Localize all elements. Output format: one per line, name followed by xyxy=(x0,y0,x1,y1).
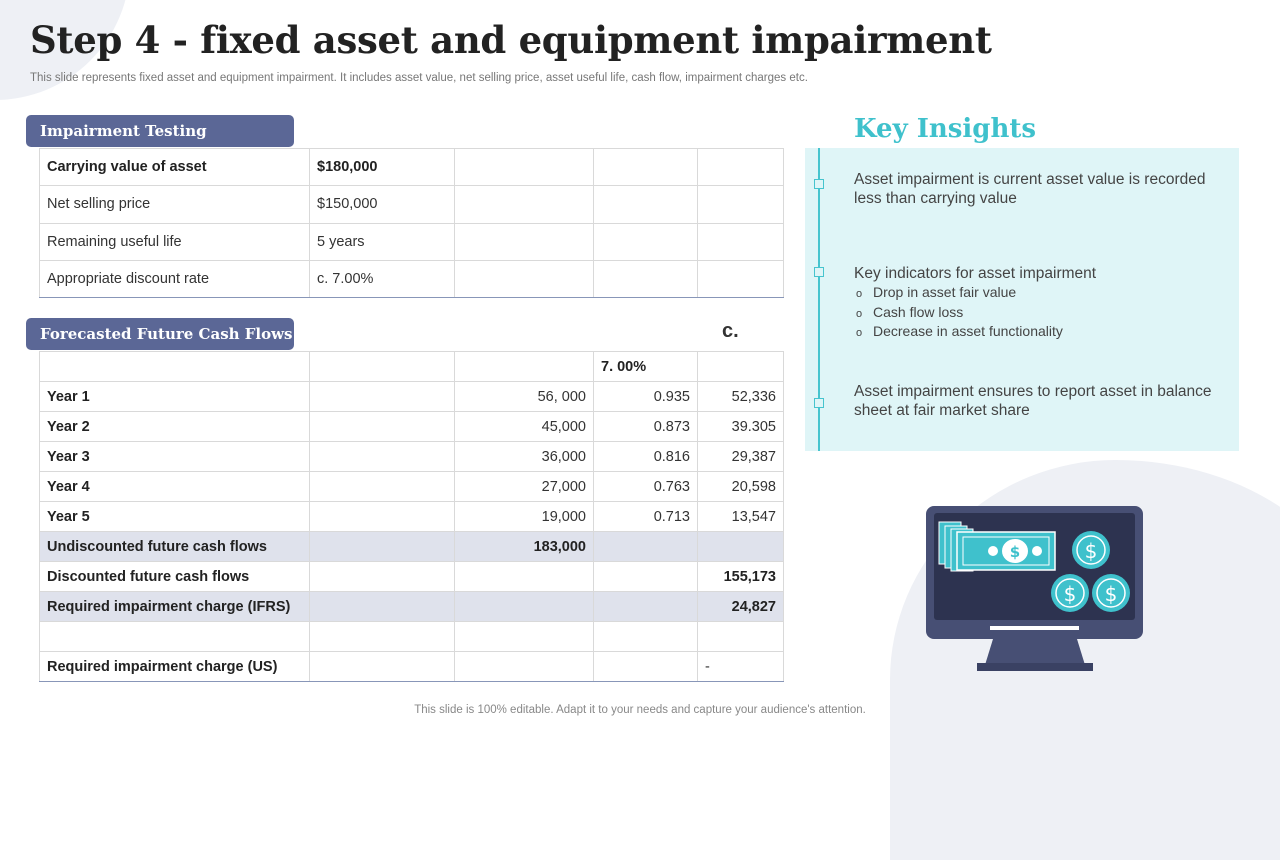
year-label: Year 3 xyxy=(40,442,310,472)
table-header-row xyxy=(40,352,784,382)
undiscounted-label: Undiscounted future cash flows xyxy=(40,532,310,562)
us-value: - xyxy=(698,652,784,682)
cash-value: 19,000 xyxy=(455,502,594,532)
circle-bullet-icon: o xyxy=(856,327,863,339)
insight-item-1: Asset impairment is current asset value is recorded less than carrying value xyxy=(854,171,1206,207)
row-label: Carrying value of asset xyxy=(40,149,310,186)
list-item: o Decrease in asset functionality xyxy=(856,323,1063,343)
table-row xyxy=(40,186,784,223)
rate-header: 7. 00% xyxy=(594,352,698,382)
factor-value: 0.713 xyxy=(594,502,698,532)
year-label: Year 5 xyxy=(40,502,310,532)
discount-column-label: c. xyxy=(722,320,739,342)
discounted-value: 39.305 xyxy=(698,412,784,442)
table-row xyxy=(40,260,784,297)
cash-value: 56, 000 xyxy=(455,382,594,412)
discounted-label: Discounted future cash flows xyxy=(40,562,310,592)
row-label: Remaining useful life xyxy=(40,223,310,260)
table-row xyxy=(40,412,784,442)
ifrs-row xyxy=(40,592,784,622)
discounted-value: 13,547 xyxy=(698,502,784,532)
ifrs-label: Required impairment charge (IFRS) xyxy=(40,592,310,622)
year-label: Year 4 xyxy=(40,472,310,502)
list-item: o Cash flow loss xyxy=(856,304,1063,324)
page-subtitle: This slide represents fixed asset and equipment impairment. It includes asset value, net selling price, asset useful life, cash flow, impairment charges etc. xyxy=(30,72,808,84)
year-label: Year 1 xyxy=(40,382,310,412)
table-row xyxy=(40,472,784,502)
cash-value: 36,000 xyxy=(455,442,594,472)
circle-bullet-icon: o xyxy=(856,307,863,320)
svg-text:$: $ xyxy=(1063,582,1077,606)
impairment-testing-table xyxy=(39,148,784,298)
timeline-node xyxy=(814,179,824,189)
insight-item-2: Key indicators for asset impairment xyxy=(854,265,1097,282)
factor-value: 0.935 xyxy=(594,382,698,412)
insights-title: Key Insights xyxy=(854,114,1037,144)
us-row xyxy=(40,652,784,682)
row-value: 5 years xyxy=(310,223,455,260)
row-label: Appropriate discount rate xyxy=(40,260,310,297)
ifrs-value: 24,827 xyxy=(698,592,784,622)
row-label: Net selling price xyxy=(40,186,310,223)
table-row xyxy=(40,382,784,412)
money-monitor-icon xyxy=(925,505,1145,675)
year-label: Year 2 xyxy=(40,412,310,442)
svg-text:$: $ xyxy=(1084,539,1098,563)
table-row xyxy=(40,223,784,260)
impairment-testing-heading: Impairment Testing xyxy=(26,115,294,147)
table-row xyxy=(40,442,784,472)
cash-flows-heading: Forecasted Future Cash Flows xyxy=(26,318,294,350)
discounted-value: 20,598 xyxy=(698,472,784,502)
discounted-value: 29,387 xyxy=(698,442,784,472)
row-value: $150,000 xyxy=(310,186,455,223)
insight-bullet-list xyxy=(856,284,1063,343)
us-label: Required impairment charge (US) xyxy=(40,652,310,682)
svg-text:$: $ xyxy=(1104,582,1118,606)
circle-bullet-icon: o xyxy=(856,288,863,300)
factor-value: 0.873 xyxy=(594,412,698,442)
table-row xyxy=(40,502,784,532)
discounted-value: 52,336 xyxy=(698,382,784,412)
row-value: $180,000 xyxy=(310,149,455,186)
timeline-node xyxy=(814,398,824,408)
table-row xyxy=(40,149,784,186)
list-item: o Drop in asset fair value xyxy=(856,284,1063,304)
discounted-row xyxy=(40,562,784,592)
cash-value: 45,000 xyxy=(455,412,594,442)
insight-item-3: Asset impairment ensures to report asset in balance sheet at fair market share xyxy=(854,383,1212,419)
row-value: c. 7.00% xyxy=(310,260,455,297)
svg-text:$: $ xyxy=(1009,543,1021,561)
page-title: Step 4 - fixed asset and equipment impairment xyxy=(30,18,992,62)
footer-note: This slide is 100% editable. Adapt it to your needs and capture your audience's attention. xyxy=(414,704,866,716)
timeline-node xyxy=(814,267,824,277)
discounted-total: 155,173 xyxy=(698,562,784,592)
empty-row xyxy=(40,622,784,652)
cash-flows-table xyxy=(39,351,784,682)
cash-value: 27,000 xyxy=(455,472,594,502)
undiscounted-value: 183,000 xyxy=(455,532,594,562)
factor-value: 0.816 xyxy=(594,442,698,472)
undiscounted-row xyxy=(40,532,784,562)
factor-value: 0.763 xyxy=(594,472,698,502)
